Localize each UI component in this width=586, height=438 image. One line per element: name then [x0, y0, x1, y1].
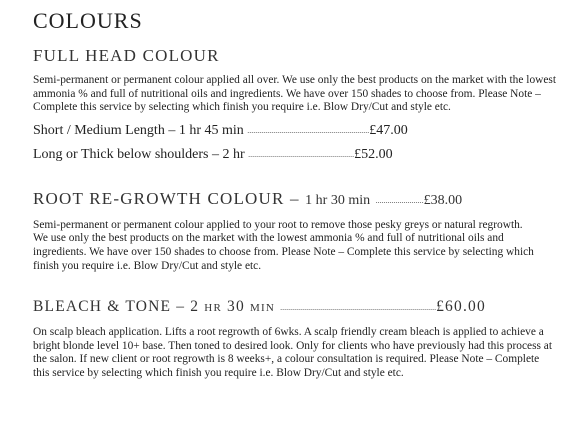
page-title: COLOURS: [33, 8, 143, 33]
price-label: Short / Medium Length – 1 hr 45 min: [33, 122, 244, 138]
section-description: Semi-permanent or permanent colour applied all over. We use only the best products on the market with the lowest ammonia % and full of nutritional oils and ingredients. We have over 150 shades to choose from. Please Note – Complete this service by selecting which finish you require i.e. Blow Dry/Cut and style etc.: [33, 74, 557, 114]
section-duration: 1 hr 30 min: [305, 192, 371, 208]
section-description: We use only the best products on the market with the lowest ammonia % and full of nutritional oils and ingredients. We have over 150 shades to choose from. Please Note – Complete this service by selecting which finish you require i.e. Blow Dry/Cut and style etc.: [33, 232, 534, 272]
section-title: BLEACH & TONE – 2 hr 30 min: [33, 298, 276, 316]
section-price: £60.00: [436, 298, 486, 316]
section-title-row: [33, 189, 568, 211]
price-row-long-thick: [33, 145, 568, 165]
price-label: Long or Thick below shoulders – 2 hr: [33, 146, 245, 162]
price-row-short-medium: [33, 121, 568, 141]
price-value: £47.00: [369, 122, 408, 138]
leader-dots: .............................................................: [247, 125, 370, 135]
price-value: £52.00: [354, 146, 393, 162]
section-title-row: [33, 297, 568, 318]
section-full-head-colour: [33, 46, 568, 165]
leader-dots: .....................................................: [248, 149, 355, 159]
section-bleach-tone: [33, 297, 568, 380]
leader-dots: ........................: [375, 195, 424, 205]
section-description: On scalp bleach application. Lifts a root regrowth of 6wks. A scalp friendly cream bleach is applied to achieve a bright blonde level 10+ base. Then toned to desired look. Only for clients who have previously had this process at the salon. If new client or root regrowth is 8 weeks+, a colour consultation is required. Please Note – Complete this service by selecting which finish you require i.e. Blow Dry/Cut and style etc.: [33, 326, 552, 379]
section-price: £38.00: [423, 192, 463, 208]
section-title: ROOT RE-GROWTH COLOUR: [33, 188, 285, 208]
section-root-regrowth: [33, 189, 568, 273]
leader-dots: ..............................................................................: [280, 303, 437, 313]
section-title: FULL HEAD COLOUR: [33, 46, 220, 65]
section-description: Semi-permanent or permanent colour applied to your root to remove those pesky greys or natural regrowth.: [33, 218, 523, 231]
title-separator: –: [284, 188, 306, 208]
